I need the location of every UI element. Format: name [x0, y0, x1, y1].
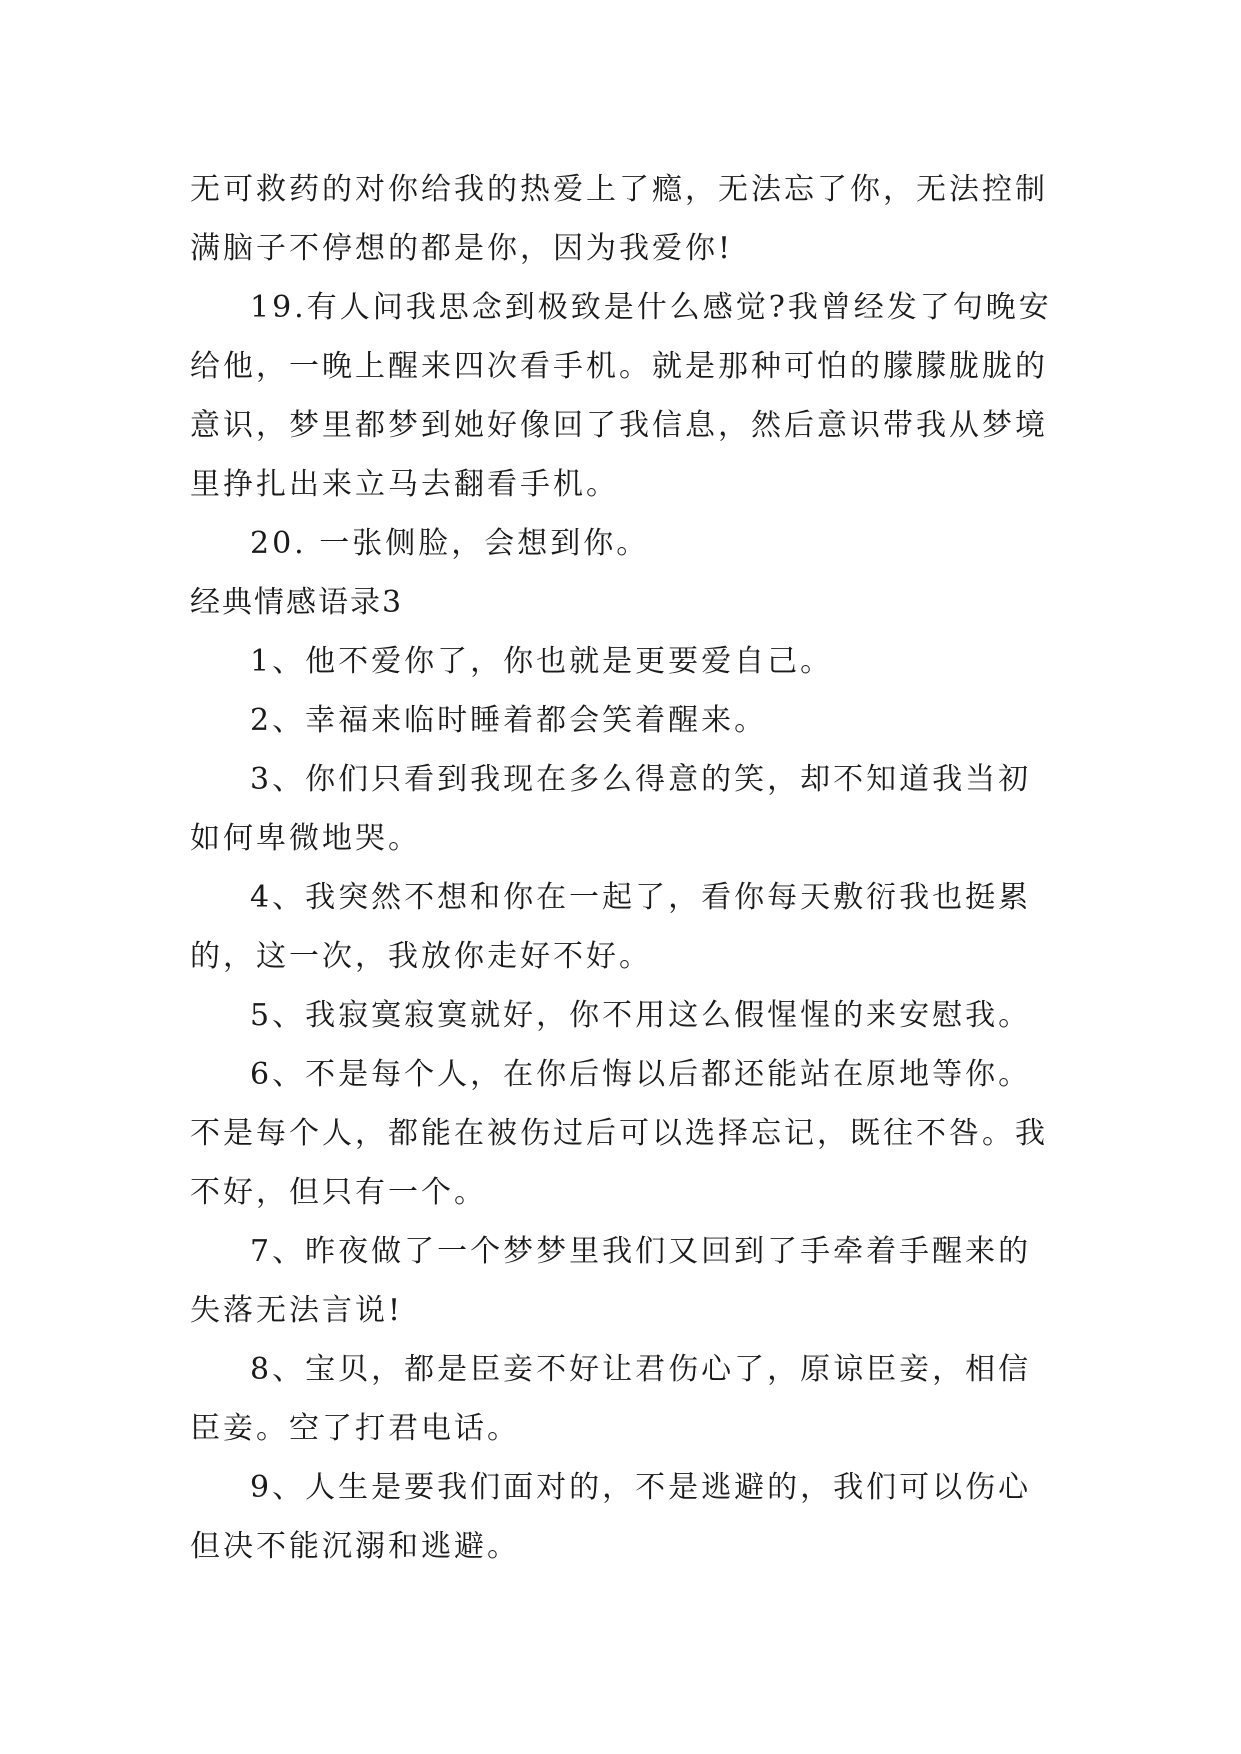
text-line: 的，这一次，我放你走好不好。 — [190, 939, 652, 974]
paragraph-start: 1、他不爱你了，你也就是更要爱自己。 — [250, 644, 834, 679]
text-line: 满脑子不停想的都是你，因为我爱你! — [190, 231, 734, 266]
paragraph-start: 5、我寂寞寂寞就好，你不用这么假惺惺的来安慰我。 — [250, 998, 1032, 1033]
text-line: 失落无法言说! — [190, 1293, 404, 1328]
paragraph-start: 8、宝贝，都是臣妾不好让君伤心了，原谅臣妾，相信 — [250, 1352, 1032, 1387]
text-line: 不是每个人，都能在被伤过后可以选择忘记，既往不咎。我 — [190, 1116, 1048, 1151]
text-line: 无可救药的对你给我的热爱上了瘾，无法忘了你，无法控制 — [190, 172, 1048, 207]
paragraph-start: 9、人生是要我们面对的，不是逃避的，我们可以伤心 — [250, 1470, 1032, 1505]
text-line: 如何卑微地哭。 — [190, 821, 421, 856]
text-line: 但决不能沉溺和逃避。 — [190, 1529, 520, 1564]
paragraph-start: 4、我突然不想和你在一起了，看你每天敷衍我也挺累 — [250, 880, 1032, 915]
paragraph-start: 7、昨夜做了一个梦梦里我们又回到了手牵着手醒来的 — [250, 1234, 1032, 1269]
text-line: 里挣扎出来立马去翻看手机。 — [190, 467, 619, 502]
text-line: 臣妾。空了打君电话。 — [190, 1411, 520, 1446]
paragraph-start: 20. 一张侧脸，会想到你。 — [250, 526, 650, 561]
text-line: 给他，一晚上醒来四次看手机。就是那种可怕的朦朦胧胧的 — [190, 349, 1048, 384]
paragraph-start: 19.有人问我思念到极致是什么感觉?我曾经发了句晚安 — [250, 290, 1052, 325]
document-page — [190, 160, 1050, 1576]
text-line: 不好，但只有一个。 — [190, 1175, 487, 1210]
paragraph-start: 6、不是每个人，在你后悔以后都还能站在原地等你。 — [250, 1057, 1032, 1092]
paragraph-start: 3、你们只看到我现在多么得意的笑，却不知道我当初 — [250, 762, 1032, 797]
paragraph-start: 2、幸福来临时睡着都会笑着醒来。 — [250, 703, 768, 738]
text-line: 意识，梦里都梦到她好像回了我信息，然后意识带我从梦境 — [190, 408, 1048, 443]
section-heading: 经典情感语录3 — [190, 585, 404, 620]
